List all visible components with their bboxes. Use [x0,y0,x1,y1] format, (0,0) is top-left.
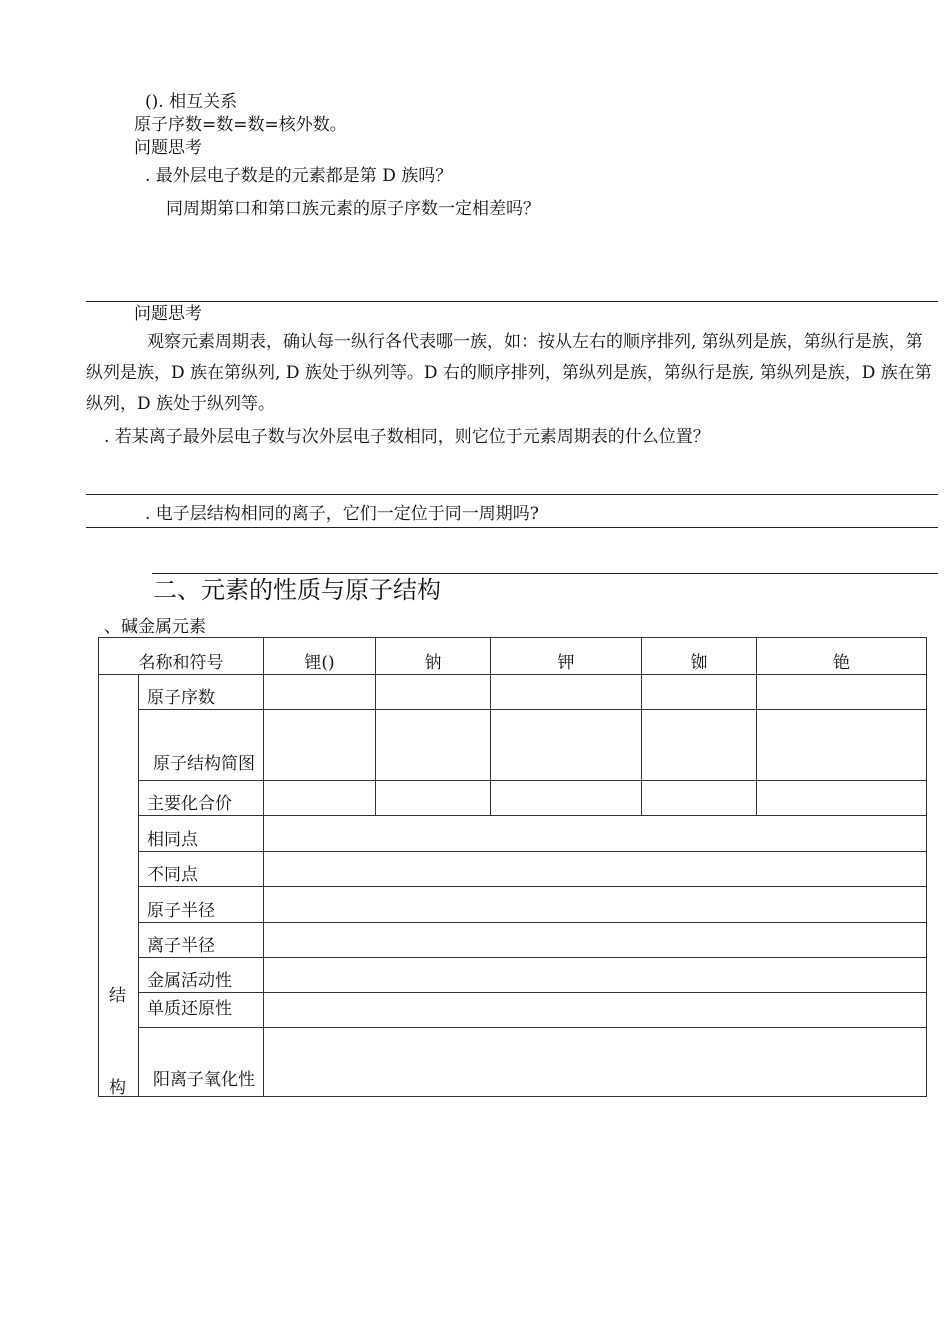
table-cell [757,675,927,710]
table-cell [376,781,491,816]
table-cell [376,710,491,781]
question-ion-position: . 若某离子最外层电子数与次外层电子数相同，则它位于元素周期表的什么位置？ [104,427,710,447]
question-same-period: . 电子层结构相同的离子，它们一定位于同一周期吗? [145,504,539,524]
header-potassium: 钾 [491,638,642,675]
divider-line [86,301,938,302]
table-cell [642,710,757,781]
question-label-1: 问题思考 [134,138,202,158]
table-cell [757,710,927,781]
table-row [99,993,927,1028]
table-row [99,1028,927,1097]
table-cell [642,781,757,816]
table-row [99,675,927,710]
table-cell [376,675,491,710]
table-row [99,781,927,816]
table-row [99,923,927,958]
table-cell [264,852,927,887]
table-cell [264,923,927,958]
table-cell [642,675,757,710]
row-label-atomic-number: 原子序数 [139,675,264,710]
table-cell [264,993,927,1028]
relation-heading: (). 相互关系 [145,92,238,112]
table-cell [264,887,927,923]
header-name-symbol: 名称和符号 [99,638,264,675]
question-outer-electrons: . 最外层电子数是的元素都是第 D 族吗？ [145,166,453,186]
table-row [99,887,927,923]
table-cell [491,710,642,781]
table-row [99,958,927,993]
row-label-differences: 不同点 [139,852,264,887]
table-cell [264,781,376,816]
row-label-ionic-radius: 离子半径 [139,923,264,958]
table-cell [264,1028,927,1097]
table-cell [757,781,927,816]
divider-line [86,494,938,495]
divider-line [86,527,938,528]
table-cell [264,710,376,781]
alkali-metals-table [98,637,927,1097]
header-cesium: 铯 [757,638,927,675]
table-cell [491,781,642,816]
side-label-top: 结 [109,986,126,1006]
row-label-atomic-radius: 原子半径 [139,887,264,923]
section-heading: 二、元素的性质与原子结构 [153,576,441,604]
table-row [99,710,927,781]
question-atomic-number-difference: 同周期第口和第口族元素的原子序数一定相差吗？ [166,199,540,219]
periodic-table-observation: 观察元素周期表，确认每一纵行各代表哪一族，如：按从左右的顺序排列, 第纵列是族，第纵行是族，第纵列是族，D 族在第纵列, D 族处于纵列等。D 右的顺序排列，第纵列是族，第纵行是族, 第纵列是族，D 族在第纵列，D 族处于纵列等。 [86,332,932,414]
table-cell [491,675,642,710]
row-label-cation-oxidizability: 阳离子氧化性 [139,1028,264,1097]
header-rubidium: 铷 [642,638,757,675]
relation-formula: 原子序数=数=数=核外数。 [134,115,347,135]
row-label-valence: 主要化合价 [139,781,264,816]
header-lithium: 锂() [264,638,376,675]
subsection-heading: 、碱金属元素 [104,617,206,637]
divider-line [152,573,938,574]
question-label-2: 问题思考 [134,304,202,324]
table-header-row [99,638,927,675]
table-cell [264,675,376,710]
table-cell [264,816,927,852]
structure-side-label [99,675,139,1097]
row-label-metal-activity: 金属活动性 [139,958,264,993]
header-sodium: 钠 [376,638,491,675]
table-cell [264,958,927,993]
row-label-reducibility: 单质还原性 [139,993,264,1028]
table-row [99,816,927,852]
row-label-structure-diagram: 原子结构简图 [139,710,264,781]
row-label-similarities: 相同点 [139,816,264,852]
table-row [99,852,927,887]
side-label-bottom: 构 [109,1078,126,1098]
